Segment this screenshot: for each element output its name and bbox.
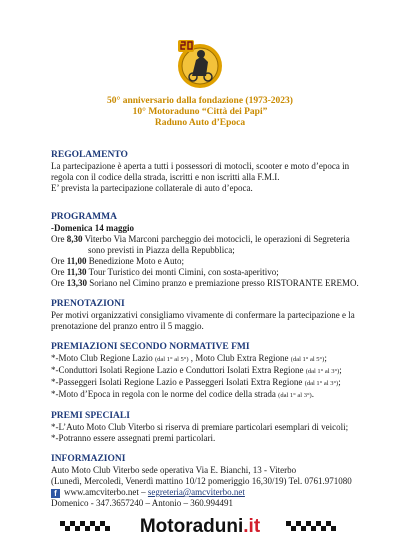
informazioni-phones: Domenico - 347.3657240 – Antonio – 360.994491 [51,498,233,508]
motoraduno-line: 10° Motoraduno “Città dei Papi” [132,107,268,117]
motoraduni-logo[interactable]: Motoraduni.it [139,516,261,537]
regolamento-title: REGOLAMENTO [51,150,128,160]
informazioni-address: Auto Moto Club Viterbo sede operativa Via E. Bianchi, 13 - Viterbo [51,465,297,475]
document-body [51,150,371,519]
checkered-flag-icon [286,521,340,531]
programma-title: PROGRAMMA [51,212,117,222]
premiazioni-title: PREMIAZIONI SECONDO NORMATIVE FMI [51,342,250,352]
club-emblem-icon [172,36,228,92]
regolamento-line: regola con il codice della strada, iscritti e non iscritti alla F.M.I. [51,172,280,182]
email-link[interactable]: segreteria@amcviterbo.net [147,487,245,497]
prenotazioni-title: PRENOTAZIONI [51,299,125,309]
informazioni-title: INFORMAZIONI [51,454,126,464]
regolamento-section [51,150,371,194]
premiazioni-section [51,342,371,401]
regolamento-line: La partecipazione è aperta a tutti i possessori di motocli, scooter e moto d’epoca in [51,161,350,171]
raduno-line: Raduno Auto d’Epoca [154,118,246,128]
programma-item: sono previsti in Piazza della Repubblica; [88,245,235,255]
premiazioni-item: *-Passeggeri Isolati Regione Lazio e Passeggeri Isolati Extra Regione (dal 1° al 3°); [51,377,341,387]
programma-section [51,212,371,289]
regolamento-line: E’ prevista la partecipazione collaterale di auto d’epoca. [51,183,253,193]
informazioni-contacts: f www.amcviterbo.net – segreteria@amcviterbo.net [51,487,371,498]
website-link[interactable]: www.amcviterbo.net [64,487,139,497]
premi-speciali-section [51,411,371,444]
premi-speciali-line: *-L’Auto Moto Club Viterbo si riserva di premiare particolari esemplari di veicoli; [51,422,349,432]
programma-item: Ore 8,30 Viterbo Via Marconi parcheggio dei motocicli, le operazioni di Segreteria [51,234,350,244]
informazioni-hours: (Lunedì, Mercoledì, Venerdì mattino 10/12 pomeriggio 16,30/19) Tel. 0761.971080 [51,476,352,486]
premi-speciali-line: *-Potranno essere assegnati premi particolari. [51,433,216,443]
premiazioni-item: *-Moto d’Epoca in regola con le norme del codice della strada (dal 1° al 3°). [51,389,314,399]
programma-day: -Domenica 14 maggio [51,223,134,233]
informazioni-section [51,454,371,509]
event-header [0,96,400,129]
prenotazioni-line: Per motivi organizzativi consigliamo vivamente di confermare la partecipazione e la [51,310,355,320]
programma-item: Ore 13,30 Soriano nel Cimino pranzo e premiazione presso RISTORANTE EREMO. [51,278,359,288]
prenotazioni-section [51,299,371,332]
anniversary-line: 50° anniversario dalla fondazione (1973-2023) [107,96,293,106]
premiazioni-item: *-Moto Club Regione Lazio (dal 1° al 5°) , Moto Club Extra Regione (dal 1° al 5°); [51,353,327,363]
facebook-icon[interactable]: f [51,489,60,498]
premi-speciali-title: PREMI SPECIALI [51,411,130,421]
programma-item: Ore 11,30 Tour Turistico dei monti Cimini, con sosta-aperitivo; [51,267,279,277]
premiazioni-item: *-Conduttori Isolati Regione Lazio e Conduttori Isolati Extra Regione (dal 1° al 3°); [51,365,342,375]
prenotazioni-line: prenotazione del pranzo entro il 5 maggio. [51,321,204,331]
programma-item: Ore 11,00 Benedizione Moto e Auto; [51,256,184,266]
footer-banner [0,515,400,539]
